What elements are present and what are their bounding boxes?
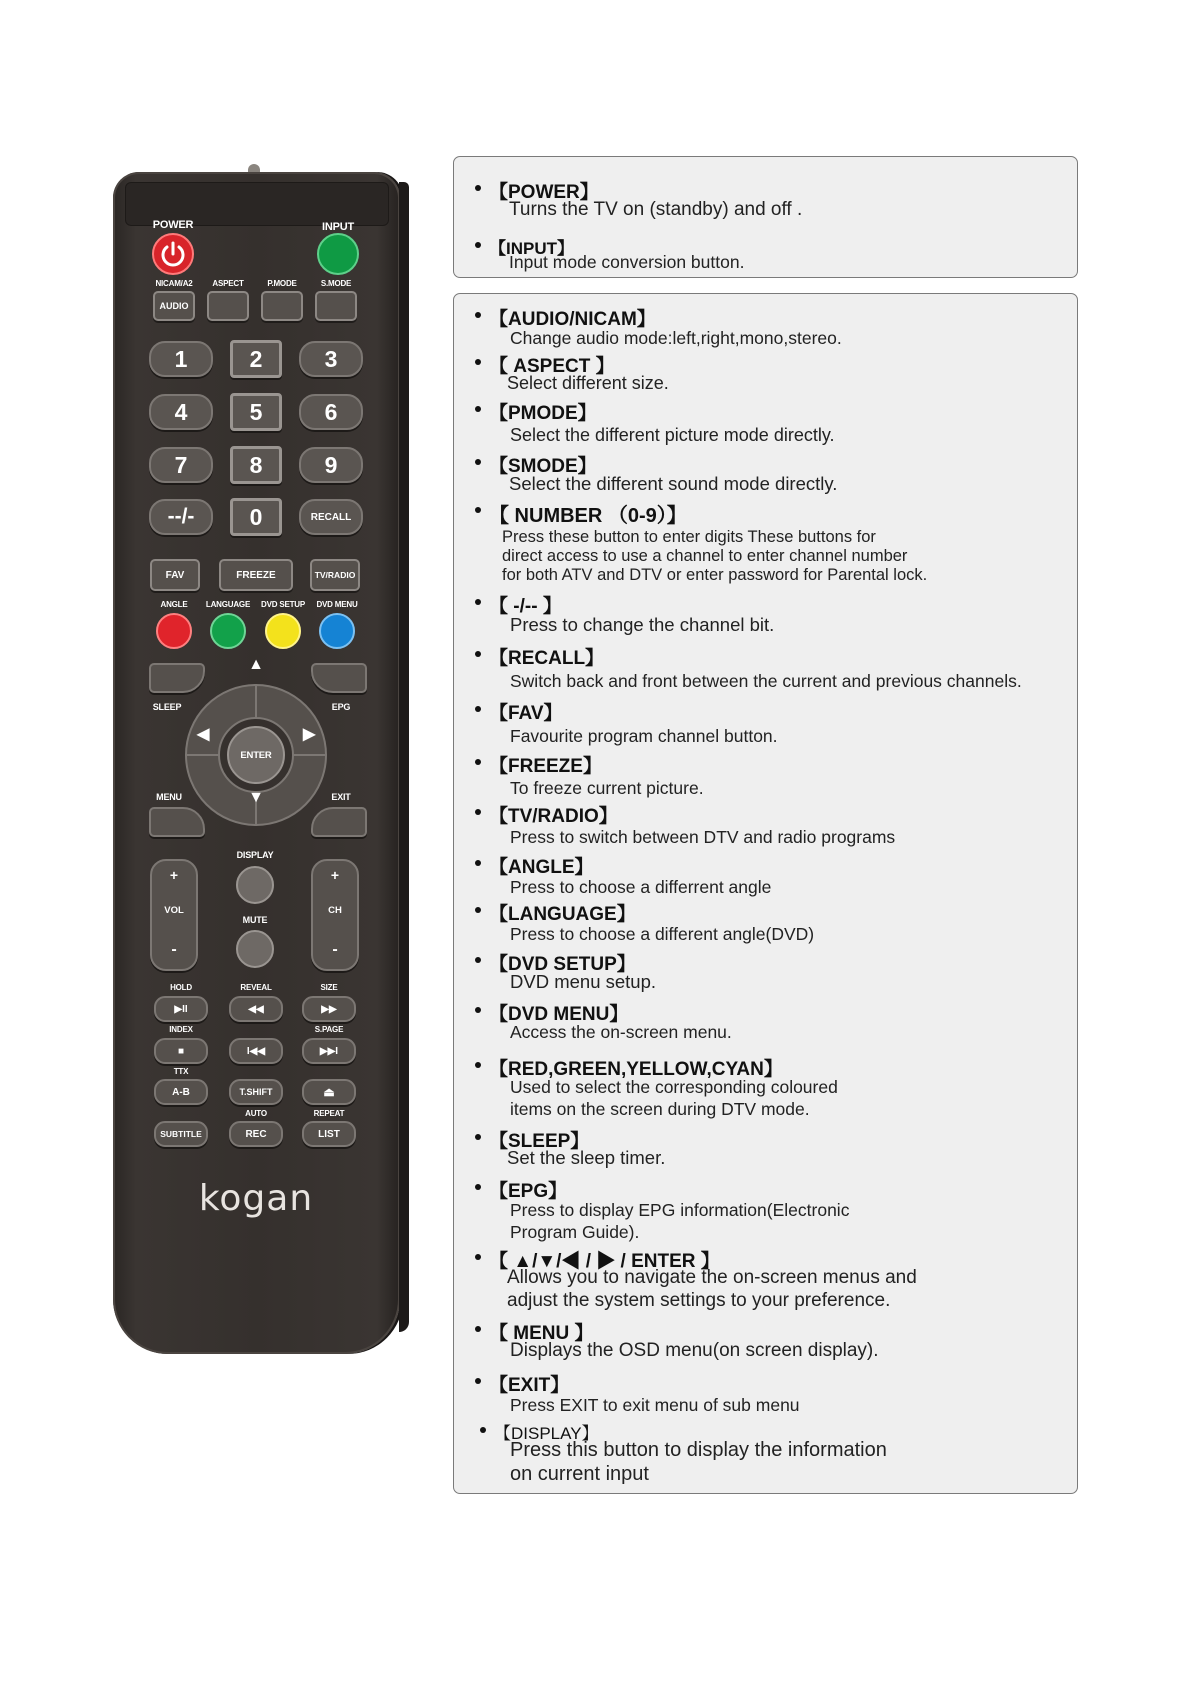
item-heading: 【FREEZE】 [489,751,602,778]
item-heading: 【SLEEP】 [489,1126,589,1153]
input-label: INPUT [321,221,355,233]
item-description: Favourite program channel button. [510,726,778,746]
item-heading: 【RECALL】 [489,643,604,670]
menu-label: MENU [156,792,182,802]
freeze-button[interactable]: FREEZE [219,559,293,591]
eject-button[interactable]: ⏏ [302,1079,356,1105]
smode-label: S.MODE [320,279,352,288]
item-heading: 【POWER】 [489,177,599,204]
item-description: Select different size. [507,373,669,393]
display-label: DISPLAY [236,850,274,860]
menu-button[interactable] [149,807,205,837]
mute-label: MUTE [242,915,268,925]
volume-rocker[interactable] [150,859,198,971]
item-heading: 【 ASPECT 】 [489,351,615,378]
channel-digit-button[interactable]: --/- [149,499,213,535]
channel-up-icon[interactable]: + [330,867,340,883]
item-description: Allows you to navigate the on-screen menus and [507,1267,917,1288]
item-description: Press EXIT to exit menu of sub menu [510,1395,800,1415]
yellow-button[interactable] [265,613,301,649]
item-heading: 【EXIT】 [489,1370,569,1397]
item-heading: 【DVD MENU】 [489,999,628,1026]
input-button[interactable] [317,233,359,275]
item-description: Set the sleep timer. [507,1147,666,1168]
item-heading: 【ANGLE】 [489,852,594,879]
list-button[interactable]: LIST [302,1121,356,1147]
red-button[interactable] [156,613,192,649]
sleep-label: SLEEP [152,702,182,712]
item-heading: 【AUDIO/NICAM】 [489,304,656,331]
size-fast-forward-button[interactable]: ▶▶ [302,996,356,1022]
item-heading: 【SMODE】 [489,451,597,478]
item-heading: 【RED,GREEN,YELLOW,CYAN】 [489,1054,783,1081]
item-description: To freeze current picture. [510,778,704,798]
item-description: Access the on-screen menu. [510,1022,732,1042]
item-heading: 【INPUT】 [489,234,574,259]
item-description: for both ATV and DTV or enter password for Parental lock. [502,566,928,584]
item-description: Select the different sound mode directly. [509,473,838,494]
ab-button[interactable]: A-B [154,1079,208,1105]
spage-next-button[interactable]: ▶▶I [302,1038,356,1064]
item-description: Press to change the channel bit. [510,614,775,635]
number-2-button[interactable]: 2 [230,340,282,378]
mute-button[interactable] [236,930,274,968]
item-heading: 【 ▲/▼/◀ / ▶ / ENTER 】 [489,1246,720,1273]
kogan-logo: kogan [198,1178,314,1219]
blue-button[interactable] [319,613,355,649]
size-label: SIZE [320,983,338,992]
auto-label: AUTO [245,1109,267,1118]
subtitle-button[interactable]: SUBTITLE [154,1121,208,1147]
power-button[interactable] [152,233,194,275]
item-description: Turns the TV on (standby) and off . [509,199,803,220]
rec-button[interactable]: REC [229,1121,283,1147]
item-heading: 【DISPLAY】 [494,1419,599,1444]
number-1-button[interactable]: 1 [149,341,213,377]
item-description: direct access to use a channel to enter channel number [502,547,908,565]
item-description: Press this button to display the information [510,1439,887,1461]
down-arrow-icon: ▼ [248,789,264,806]
aspect-label: ASPECT [212,279,244,288]
item-heading: 【TV/RADIO】 [489,801,618,828]
item-heading: 【FAV】 [489,698,563,725]
epg-label: EPG [331,702,351,712]
pmode-button[interactable] [261,291,303,321]
number-6-button[interactable]: 6 [299,394,363,430]
reveal-label: REVEAL [240,983,272,992]
item-description: items on the screen during DTV mode. [510,1099,810,1119]
channel-down-icon[interactable]: - [332,941,338,958]
item-description: adjust the system settings to your preference. [507,1290,891,1311]
spage-label: S.PAGE [314,1025,344,1034]
ir-emitter-bump [248,164,260,172]
dvd-menu-label: DVD MENU [316,600,358,609]
pmode-label: P.MODE [267,279,297,288]
ttx-label: TTX [173,1067,189,1076]
item-heading: 【LANGUAGE】 [489,899,636,926]
hold-label: HOLD [170,983,192,992]
number-3-button[interactable]: 3 [299,341,363,377]
previous-button[interactable]: I◀◀ [229,1038,283,1064]
item-heading: 【DVD SETUP】 [489,949,636,976]
item-description: Press to choose a different angle(DVD) [510,924,815,944]
green-button[interactable] [210,613,246,649]
item-description: Change audio mode:left,right,mono,stereo. [510,328,842,348]
item-heading: 【EPG】 [489,1176,567,1203]
power-icon [154,235,192,273]
exit-label: EXIT [331,792,351,802]
item-description: Press to switch between DTV and radio programs [510,827,896,847]
angle-label: ANGLE [160,600,188,609]
item-heading: 【 MENU 】 [489,1318,594,1345]
item-heading: 【 NUMBER （0-9）】 [489,499,687,528]
item-heading: 【 -/-- 】 [489,591,562,618]
item-description: on current input [510,1463,649,1485]
aspect-button[interactable] [207,291,249,321]
item-description: Displays the OSD menu(on screen display). [510,1340,879,1361]
dvd-setup-label: DVD SETUP [261,600,305,609]
item-description: Select the different picture mode directly. [510,425,835,445]
item-description: DVD menu setup. [510,971,657,992]
recall-button[interactable]: RECALL [299,499,363,535]
item-description: Press to display EPG information(Electronic [510,1200,850,1220]
up-arrow-icon: ▲ [248,656,264,673]
audio-button[interactable]: AUDIO [153,291,195,321]
item-description: Press to choose a differrent angle [510,877,772,897]
channel-label: CH [328,905,342,916]
item-description: Used to select the corresponding coloured [510,1077,838,1097]
power-label: POWER [152,219,194,231]
index-label: INDEX [169,1025,193,1034]
nicam-label: NICAM/A2 [155,279,193,288]
repeat-label: REPEAT [313,1109,345,1118]
enter-button[interactable]: ENTER [240,750,272,761]
hold-play-pause-button[interactable]: ▶II [154,996,208,1022]
number-5-button[interactable]: 5 [230,393,282,431]
number-4-button[interactable]: 4 [149,394,213,430]
remote-edge-shadow [399,182,409,1332]
right-arrow-icon: ▶ [302,726,316,743]
fav-button[interactable]: FAV [150,559,200,591]
index-stop-button[interactable]: ■ [154,1038,208,1064]
item-description: Press these button to enter digits These buttons for [502,528,876,546]
remote-control-illustration [113,172,400,1354]
item-heading: 【PMODE】 [489,398,597,425]
number-8-button[interactable]: 8 [230,446,282,484]
button-descriptions-panel [453,293,1078,1494]
tv-radio-button[interactable]: TV/RADIO [310,559,360,591]
reveal-rewind-button[interactable]: ◀◀ [229,996,283,1022]
smode-button[interactable] [315,291,357,321]
number-9-button[interactable]: 9 [299,447,363,483]
language-label: LANGUAGE [205,600,251,609]
left-arrow-icon: ◀ [196,726,210,743]
volume-up-icon[interactable]: + [169,867,179,883]
item-description: Input mode conversion button. [509,252,745,272]
number-0-button[interactable]: 0 [230,498,282,536]
volume-down-icon[interactable]: - [171,941,177,958]
exit-button[interactable] [311,807,367,837]
power-input-panel [453,156,1078,278]
item-description: Switch back and front between the current and previous channels. [510,671,1022,691]
display-button[interactable] [236,866,274,904]
channel-rocker[interactable] [311,859,359,971]
item-description: Program Guide). [510,1222,640,1242]
number-7-button[interactable]: 7 [149,447,213,483]
volume-label: VOL [164,905,184,916]
tshift-button[interactable]: T.SHIFT [229,1079,283,1105]
